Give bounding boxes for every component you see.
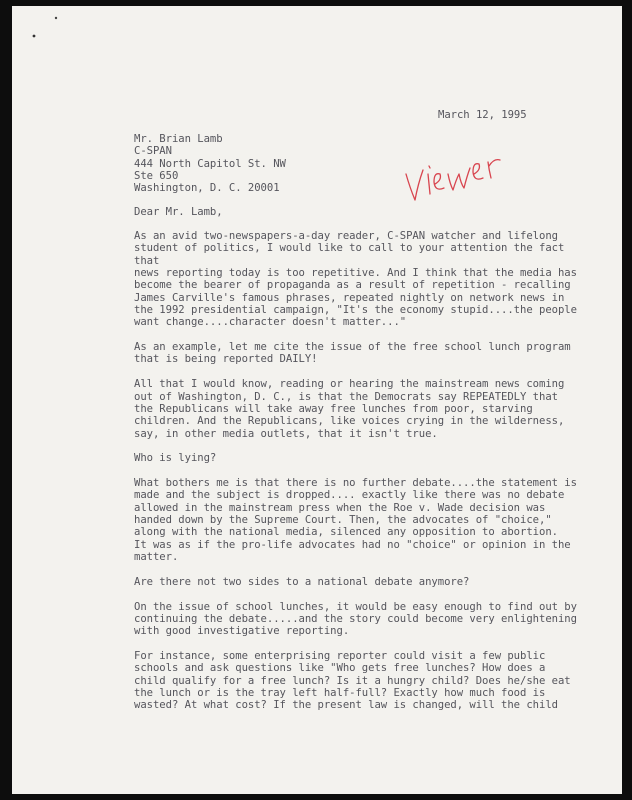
letter-page <box>12 6 622 794</box>
body-paragraph: Who is lying? <box>134 452 217 465</box>
recipient-address <box>134 133 286 195</box>
letter-body <box>134 230 584 724</box>
salutation: Dear Mr. Lamb, <box>134 206 223 218</box>
body-paragraph: As an example, let me cite the issue of the free school lunch program that is being reported DAILY! <box>134 341 571 366</box>
body-paragraph: For instance, some enterprising reporter could visit a few public schools and ask questions like "Who gets free lunches? How does a child qualify for a free lunch? Is it a hungry child? Does he/she eat the lunch or is the tray left half-full? Exactly how much food is wasted? At what cost? If the present law is changed, will the child <box>134 650 571 712</box>
body-paragraph: All that I would know, reading or hearing the mainstream news coming out of Washington, D. C., is that the Democrats say REPEATEDLY that the Republicans will take away free lunches from poor, starving children. And the Republicans, like voices crying in the wilderness, say, in other media outlets, that it isn't true. <box>134 378 565 440</box>
address-line: C-SPAN <box>134 145 172 158</box>
handwritten-viewer-note <box>404 144 514 206</box>
body-paragraph: On the issue of school lunches, it would be easy enough to find out by continuing the debate.....and the story could become very enlightening with good investigative reporting. <box>134 600 577 638</box>
body-paragraph: Are there not two sides to a national debate anymore? <box>134 575 470 588</box>
body-paragraph: As an avid two-newspapers-a-day reader, C-SPAN watcher and lifelong student of politics, I would like to call to your attention the fact that news reporting today is too repetitive. And I think that the media has become the bearer of propaganda as a result of repetition - recalling James Carville's famous phrases, repeated nightly on network news in the 1992 presidential campaign, "It's the economy stupid....the people want change....character doesn't matter..." <box>134 230 577 329</box>
body-paragraph: What bothers me is that there is no further debate....the statement is made and the subject is dropped.... exactly like there was no debate allowed in the mainstream press when the Roe v. Wade decision was handed down by the Supreme Court. Then, the advocates of "choice," along with the national media, silenced any opposition to abortion. It was as if the pro-life advocates had no "choice" or opinion in the matter. <box>134 477 577 564</box>
address-line: Ste 650 <box>134 170 179 183</box>
letter-date: March 12, 1995 <box>438 109 527 121</box>
address-line: Mr. Brian Lamb <box>134 133 223 145</box>
address-line: 444 North Capitol St. NW <box>134 157 286 170</box>
address-line: Washington, D. C. 20001 <box>134 182 280 195</box>
